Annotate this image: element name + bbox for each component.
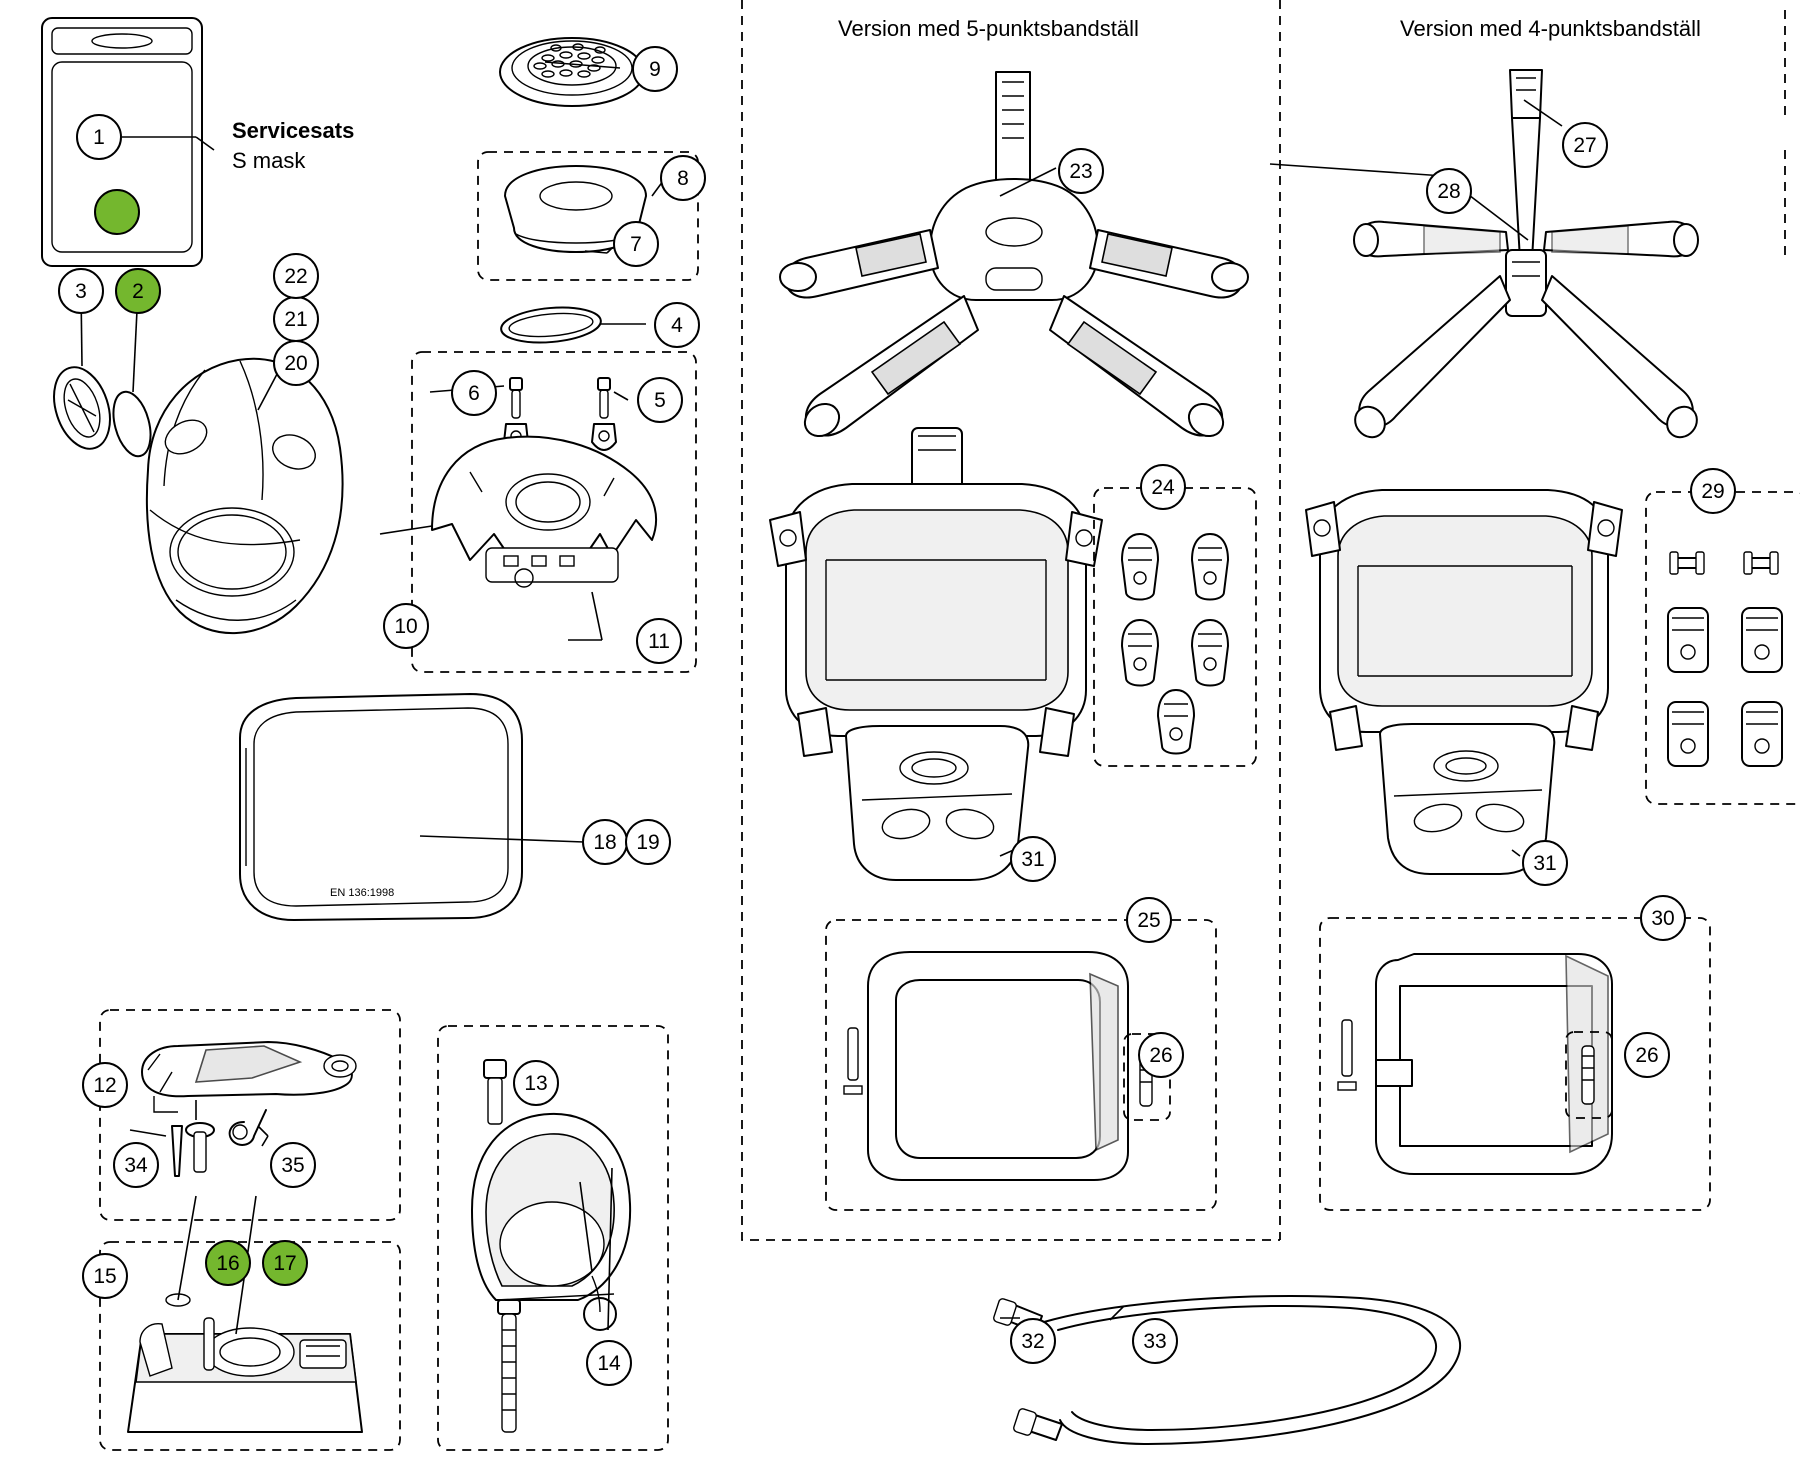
callout-13[interactable]: 13 — [513, 1060, 559, 1106]
title-version-5-point: Version med 5-punktsbandställ — [838, 16, 1139, 41]
title-version-4-point: Version med 4-punktsbandställ — [1400, 16, 1701, 41]
callout-32[interactable]: 32 — [1010, 1318, 1056, 1364]
callout-8[interactable]: 8 — [660, 155, 706, 201]
label-s-mask: S mask — [232, 148, 306, 173]
callout-19[interactable]: 19 — [625, 819, 671, 865]
callout-4[interactable]: 4 — [654, 302, 700, 348]
svg-text:EN 136:1998: EN 136:1998 — [330, 887, 395, 899]
callout-3[interactable]: 3 — [58, 268, 104, 314]
callout-26-right[interactable]: 26 — [1624, 1032, 1670, 1078]
callout-34[interactable]: 34 — [113, 1142, 159, 1188]
callout-17[interactable]: 17 — [262, 1240, 308, 1286]
callout-14[interactable]: 14 — [586, 1340, 632, 1386]
callout-28[interactable]: 28 — [1426, 168, 1472, 214]
callout-33[interactable]: 33 — [1132, 1318, 1178, 1364]
callout-5[interactable]: 5 — [637, 377, 683, 423]
callout-2[interactable]: 2 — [115, 268, 161, 314]
callout-6[interactable]: 6 — [451, 370, 497, 416]
callout-25[interactable]: 25 — [1126, 897, 1172, 943]
callout-7[interactable]: 7 — [613, 221, 659, 267]
label-servicesats: Servicesats — [232, 118, 355, 143]
callout-31-right[interactable]: 31 — [1522, 840, 1568, 886]
callout-27[interactable]: 27 — [1562, 122, 1608, 168]
callout-29[interactable]: 29 — [1690, 468, 1736, 514]
callout-16[interactable]: 16 — [205, 1240, 251, 1286]
callout-24[interactable]: 24 — [1140, 464, 1186, 510]
callout-31-left[interactable]: 31 — [1010, 836, 1056, 882]
callout-23[interactable]: 23 — [1058, 148, 1104, 194]
callout-15[interactable]: 15 — [82, 1253, 128, 1299]
callout-18[interactable]: 18 — [582, 819, 628, 865]
callout-10[interactable]: 10 — [383, 603, 429, 649]
callout-11[interactable]: 11 — [636, 618, 682, 664]
callout-9[interactable]: 9 — [632, 46, 678, 92]
callout-21[interactable]: 21 — [273, 296, 319, 342]
callout-26-left[interactable]: 26 — [1138, 1032, 1184, 1078]
callout-12[interactable]: 12 — [82, 1062, 128, 1108]
callout-1[interactable]: 1 — [76, 114, 122, 160]
callout-22[interactable]: 22 — [273, 253, 319, 299]
callout-30[interactable]: 30 — [1640, 895, 1686, 941]
callout-35[interactable]: 35 — [270, 1142, 316, 1188]
callout-20[interactable]: 20 — [273, 340, 319, 386]
